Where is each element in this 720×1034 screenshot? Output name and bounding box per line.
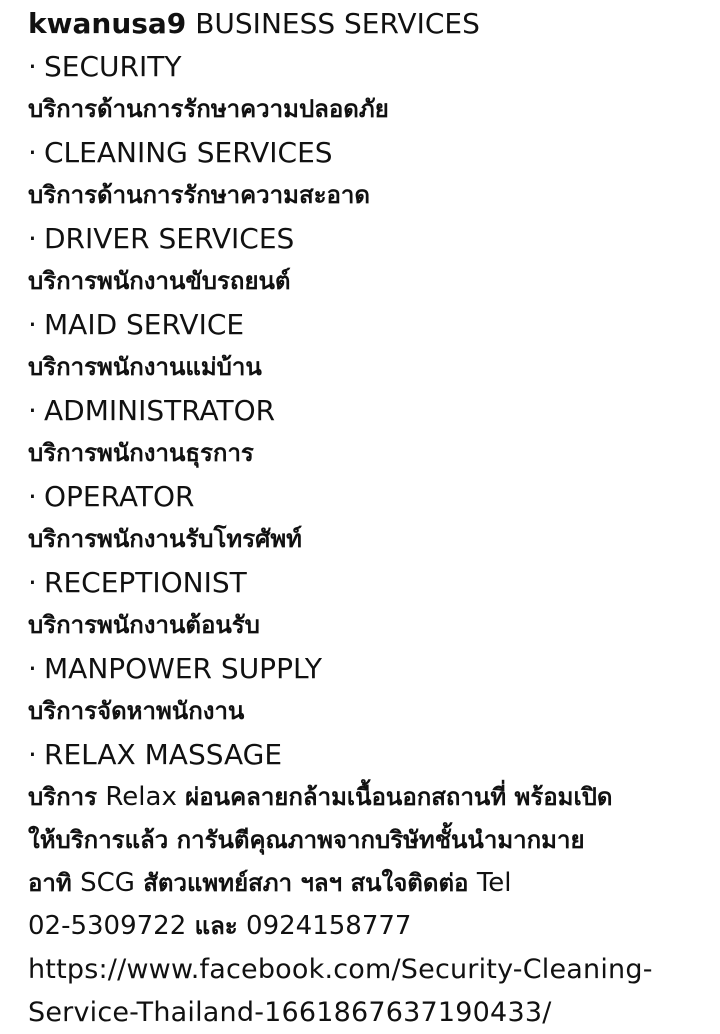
service-description: บริการจัดหาพนักงาน — [28, 697, 245, 725]
tel-label: Tel — [476, 868, 512, 898]
text-segment: อาทิ — [28, 869, 81, 897]
bullet-icon: · — [28, 50, 37, 83]
brand-name: kwanusa9 — [28, 7, 187, 40]
text-segment: Relax — [105, 782, 177, 812]
service-name: CLEANING SERVICES — [44, 136, 333, 169]
service-item-manpower — [28, 647, 708, 690]
service-item-security — [28, 45, 708, 88]
phone-number: 0924158777 — [246, 911, 412, 941]
service-name: OPERATOR — [44, 480, 195, 513]
service-description: บริการพนักงานรับโทรศัพท์ — [28, 525, 302, 553]
relax-description-line: ให้บริการแล้ว การันตีคุณภาพจากบริษัทชั้นนำมากมาย — [28, 826, 585, 854]
service-description: บริการพนักงานต้อนรับ — [28, 611, 260, 639]
text-segment: และ — [186, 912, 247, 940]
bullet-icon: · — [28, 652, 37, 685]
facebook-link[interactable]: https://www.facebook.com/Security-Cleaning- — [28, 954, 653, 985]
bullet-icon: · — [28, 136, 37, 169]
facebook-link-continued[interactable]: Service-Thailand-1661867637190433/ — [28, 997, 552, 1028]
bullet-icon: · — [28, 566, 37, 599]
service-name: RECEPTIONIST — [44, 566, 247, 599]
service-name: SECURITY — [44, 50, 182, 83]
text-segment: SCG — [80, 868, 135, 898]
bullet-icon: · — [28, 394, 37, 427]
relax-description-line — [28, 862, 708, 905]
service-name: MANPOWER SUPPLY — [44, 652, 322, 685]
text-segment: สัตวแพทย์สภา ฯลฯ สนใจติดต่อ — [134, 869, 477, 897]
bullet-icon: · — [28, 480, 37, 513]
service-description: บริการพนักงานขับรถยนต์ — [28, 267, 291, 295]
service-description: บริการด้านการรักษาความปลอดภัย — [28, 95, 389, 123]
service-name: MAID SERVICE — [44, 308, 245, 341]
service-item-maid — [28, 303, 708, 346]
service-item-administrator — [28, 389, 708, 432]
page-title — [28, 2, 708, 45]
bullet-icon: · — [28, 738, 37, 771]
service-item-cleaning — [28, 131, 708, 174]
bullet-icon: · — [28, 308, 37, 341]
title-text: BUSINESS SERVICES — [195, 7, 480, 40]
bullet-icon: · — [28, 222, 37, 255]
phone-line — [28, 905, 708, 948]
service-item-relax-massage — [28, 733, 708, 776]
service-name: DRIVER SERVICES — [44, 222, 295, 255]
text-segment: บริการ — [28, 783, 106, 811]
service-item-driver — [28, 217, 708, 260]
service-item-operator — [28, 475, 708, 518]
text-segment: ผ่อนคลายกล้ามเนื้อนอกสถานที่ พร้อมเปิด — [176, 783, 613, 811]
document — [28, 2, 708, 1034]
service-description: บริการด้านการรักษาความสะอาด — [28, 181, 370, 209]
phone-number: 02-5309722 — [28, 911, 187, 941]
service-name: RELAX MASSAGE — [44, 738, 283, 771]
service-description: บริการพนักงานแม่บ้าน — [28, 353, 262, 381]
service-name: ADMINISTRATOR — [44, 394, 276, 427]
service-item-receptionist — [28, 561, 708, 604]
relax-description-line — [28, 776, 708, 819]
service-description: บริการพนักงานธุรการ — [28, 439, 254, 467]
